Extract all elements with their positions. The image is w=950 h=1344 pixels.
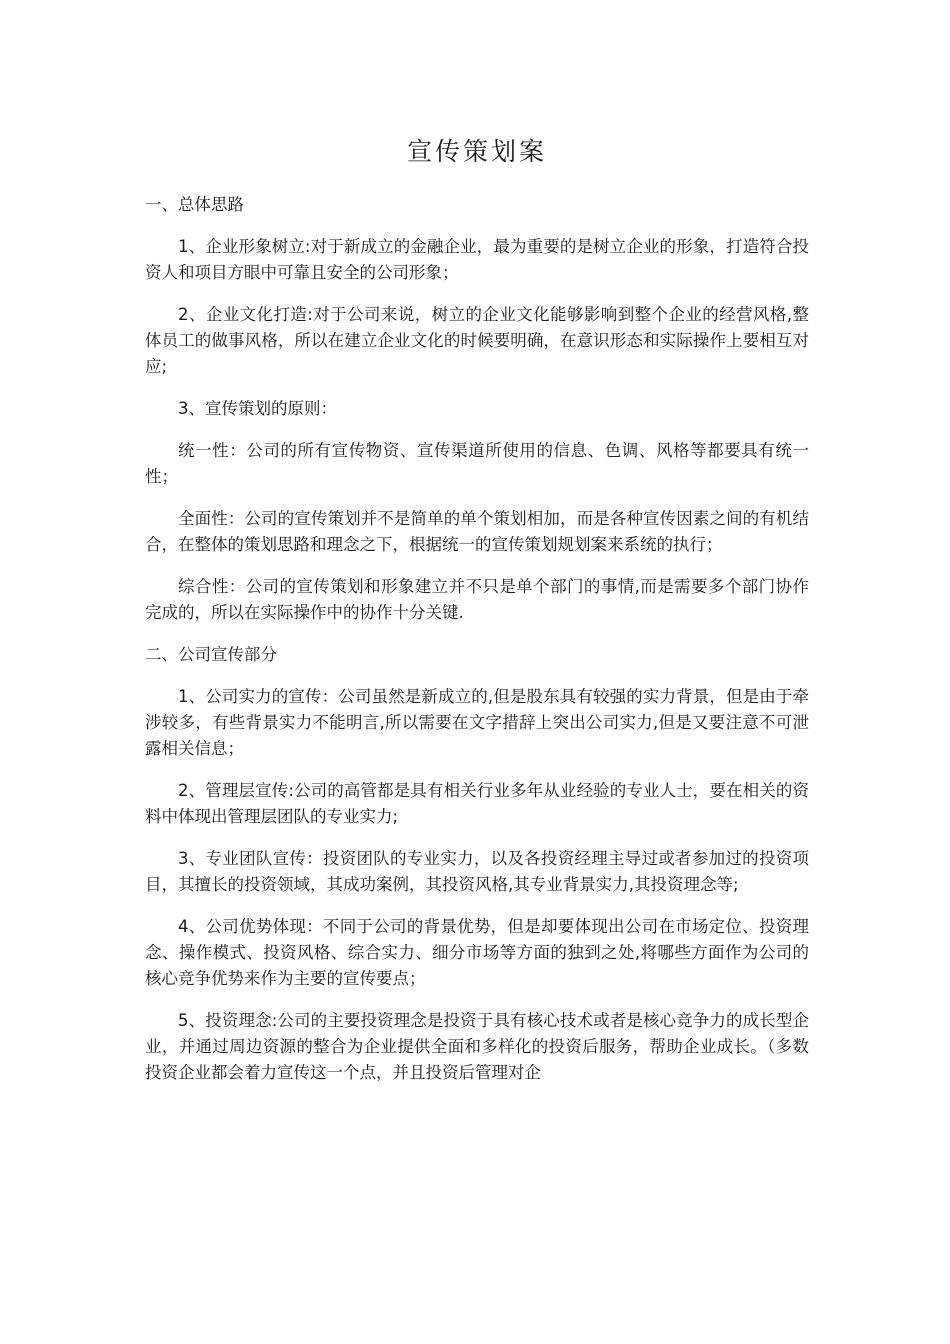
document-content xyxy=(145,132,809,1102)
paragraph: 2、管理层宣传:公司的高管都是具有相关行业多年从业经验的专业人士，要在相关的资料中体现出管理层团队的专业实力; xyxy=(145,781,809,826)
document-title: 宣传策划案 xyxy=(406,137,547,166)
paragraph: 统一性：公司的所有宣传物资、宣传渠道所使用的信息、色调、风格等都要具有统一性； xyxy=(145,441,809,486)
paragraph: 1、企业形象树立:对于新成立的金融企业，最为重要的是树立企业的形象，打造符合投资人和项目方眼中可靠且安全的公司形象； xyxy=(145,237,809,282)
paragraph: 全面性：公司的宣传策划并不是简单的单个策划相加，而是各种宣传因素之间的有机结合，在整体的策划思路和理念之下，根据统一的宣传策划规划案来系统的执行； xyxy=(145,509,809,554)
paragraph: 2、企业文化打造:对于公司来说，树立的企业文化能够影响到整个企业的经营风格,整体员工的做事风格，所以在建立企业文化的时候要明确，在意识形态和实际操作上要相互对应; xyxy=(145,305,809,376)
section-heading-company-promotion: 二、公司宣传部分 xyxy=(145,645,277,664)
paragraph: 4、公司优势体现：不同于公司的背景优势，但是却要体现出公司在市场定位、投资理念、操作模式、投资风格、综合实力、细分市场等方面的独到之处,将哪些方面作为公司的核心竞争优势来作为主要的宣传要点； xyxy=(145,917,809,988)
paragraph: 1、公司实力的宣传：公司虽然是新成立的,但是股东具有较强的实力背景，但是由于牵涉较多，有些背景实力不能明言,所以需要在文字措辞上突出公司实力,但是又要注意不可泄露相关信息； xyxy=(145,687,809,758)
section-heading-overall-approach: 一、总体思路 xyxy=(145,195,244,214)
paragraph: 综合性：公司的宣传策划和形象建立并不只是单个部门的事情,而是需要多个部门协作完成的，所以在实际操作中的协作十分关键. xyxy=(145,577,809,622)
paragraph: 5、投资理念:公司的主要投资理念是投资于具有核心技术或者是核心竞争力的成长型企业，并通过周边资源的整合为企业提供全面和多样化的投资后服务，帮助企业成长。（多数投资企业都会着力宣传这一个点，并且投资后管理对企 xyxy=(145,1011,809,1082)
paragraph: 3、宣传策划的原则： xyxy=(178,399,337,418)
paragraph: 3、专业团队宣传：投资团队的专业实力，以及各投资经理主导过或者参加过的投资项目，其擅长的投资领域，其成功案例，其投资风格,其专业背景实力,其投资理念等; xyxy=(145,849,809,894)
